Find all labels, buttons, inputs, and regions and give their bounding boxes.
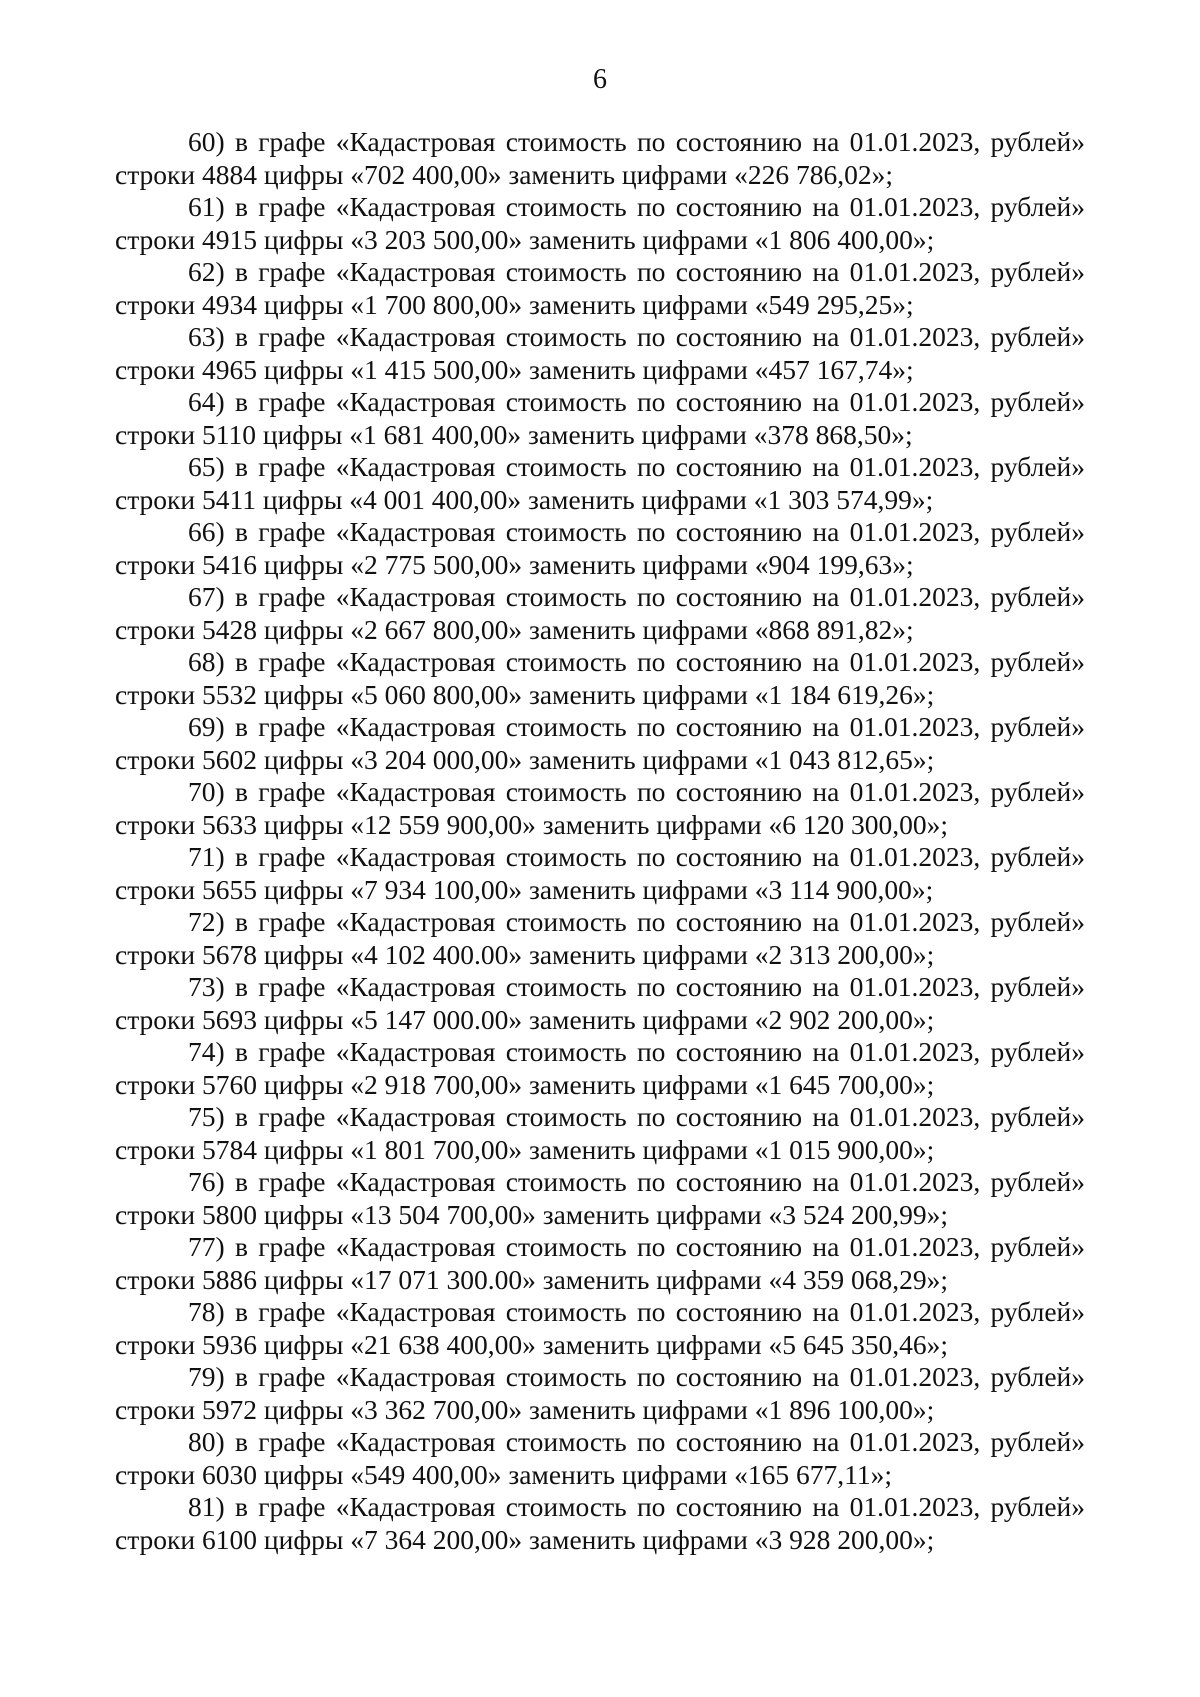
- amendment-line-column: 63) в графе «Кадастровая стоимость по состоянию на 01.01.2023, рублей»: [188, 321, 1085, 352]
- amendment-line-column: 70) в графе «Кадастровая стоимость по состоянию на 01.01.2023, рублей»: [188, 776, 1085, 807]
- amendment-line-replacement: строки 5760 цифры «2 918 700,00» заменить цифрами «1 645 700,00»;: [115, 1068, 935, 1100]
- amendment-line-replacement: строки 5411 цифры «4 001 400,00» заменить цифрами «1 303 574,99»;: [115, 483, 934, 515]
- amendment-line-replacement: строки 4965 цифры «1 415 500,00» заменить цифрами «457 167,74»;: [115, 353, 914, 385]
- amendment-line-column: 77) в графе «Кадастровая стоимость по состоянию на 01.01.2023, рублей»: [188, 1231, 1085, 1262]
- amendment-item: [115, 971, 1085, 1036]
- amendment-item: [115, 1166, 1085, 1231]
- amendment-item: [115, 1101, 1085, 1166]
- amendment-line-replacement: строки 5800 цифры «13 504 700,00» заменить цифрами «3 524 200,99»;: [115, 1198, 949, 1230]
- amendment-line-replacement: строки 5784 цифры «1 801 700,00» заменить цифрами «1 015 900,00»;: [115, 1133, 935, 1165]
- amendment-line-column: 66) в графе «Кадастровая стоимость по состоянию на 01.01.2023, рублей»: [188, 516, 1085, 547]
- amendment-item: [115, 1491, 1085, 1556]
- amendment-line-replacement: строки 6030 цифры «549 400,00» заменить цифрами «165 677,11»;: [115, 1458, 892, 1490]
- amendment-line-column: 81) в графе «Кадастровая стоимость по состоянию на 01.01.2023, рублей»: [188, 1491, 1085, 1522]
- amendment-line-replacement: строки 5110 цифры «1 681 400,00» заменить цифрами «378 868,50»;: [115, 418, 913, 450]
- amendment-line-column: 73) в графе «Кадастровая стоимость по состоянию на 01.01.2023, рублей»: [188, 971, 1085, 1002]
- amendment-line-replacement: строки 5633 цифры «12 559 900,00» заменить цифрами «6 120 300,00»;: [115, 808, 949, 840]
- amendment-item: [115, 581, 1085, 646]
- amendment-line-column: 74) в графе «Кадастровая стоимость по состоянию на 01.01.2023, рублей»: [188, 1036, 1085, 1067]
- amendment-line-column: 65) в графе «Кадастровая стоимость по состоянию на 01.01.2023, рублей»: [188, 451, 1085, 482]
- amendment-line-column: 71) в графе «Кадастровая стоимость по состоянию на 01.01.2023, рублей»: [188, 841, 1085, 872]
- amendment-line-column: 69) в графе «Кадастровая стоимость по состоянию на 01.01.2023, рублей»: [188, 711, 1085, 742]
- amendment-line-replacement: строки 5678 цифры «4 102 400.00» заменить цифрами «2 313 200,00»;: [115, 938, 935, 970]
- amendment-line-column: 62) в графе «Кадастровая стоимость по состоянию на 01.01.2023, рублей»: [188, 256, 1085, 287]
- amendment-line-column: 68) в графе «Кадастровая стоимость по состоянию на 01.01.2023, рублей»: [188, 646, 1085, 677]
- amendment-item: [115, 191, 1085, 256]
- amendment-item: [115, 386, 1085, 451]
- amendment-line-column: 75) в графе «Кадастровая стоимость по состоянию на 01.01.2023, рублей»: [188, 1101, 1085, 1132]
- amendment-line-column: 78) в графе «Кадастровая стоимость по состоянию на 01.01.2023, рублей»: [188, 1296, 1085, 1327]
- amendment-item: [115, 321, 1085, 386]
- amendment-line-replacement: строки 5416 цифры «2 775 500,00» заменить цифрами «904 199,63»;: [115, 548, 914, 580]
- amendment-item: [115, 1036, 1085, 1101]
- amendment-item: [115, 1231, 1085, 1296]
- amendment-item: [115, 711, 1085, 776]
- amendment-item: [115, 256, 1085, 321]
- amendment-item: [115, 776, 1085, 841]
- amendment-line-column: 80) в графе «Кадастровая стоимость по состоянию на 01.01.2023, рублей»: [188, 1426, 1085, 1457]
- amendment-line-replacement: строки 5532 цифры «5 060 800,00» заменить цифрами «1 184 619,26»;: [115, 678, 935, 710]
- amendment-list: [115, 126, 1085, 1556]
- amendment-line-replacement: строки 5886 цифры «17 071 300.00» заменить цифрами «4 359 068,29»;: [115, 1263, 949, 1295]
- amendment-line-column: 72) в графе «Кадастровая стоимость по состоянию на 01.01.2023, рублей»: [188, 906, 1085, 937]
- amendment-line-column: 79) в графе «Кадастровая стоимость по состоянию на 01.01.2023, рублей»: [188, 1361, 1085, 1392]
- amendment-line-replacement: строки 5655 цифры «7 934 100,00» заменить цифрами «3 114 900,00»;: [115, 873, 934, 905]
- amendment-item: [115, 516, 1085, 581]
- amendment-line-replacement: строки 5693 цифры «5 147 000.00» заменить цифрами «2 902 200,00»;: [115, 1003, 935, 1035]
- amendment-line-column: 67) в графе «Кадастровая стоимость по состоянию на 01.01.2023, рублей»: [188, 581, 1085, 612]
- amendment-line-column: 76) в графе «Кадастровая стоимость по состоянию на 01.01.2023, рублей»: [188, 1166, 1085, 1197]
- amendment-line-replacement: строки 5972 цифры «3 362 700,00» заменить цифрами «1 896 100,00»;: [115, 1393, 935, 1425]
- amendment-line-column: 64) в графе «Кадастровая стоимость по состоянию на 01.01.2023, рублей»: [188, 386, 1085, 417]
- amendment-item: [115, 1296, 1085, 1361]
- amendment-item: [115, 1361, 1085, 1426]
- amendment-line-replacement: строки 4884 цифры «702 400,00» заменить цифрами «226 786,02»;: [115, 158, 894, 190]
- amendment-item: [115, 1426, 1085, 1491]
- amendment-line-replacement: строки 4934 цифры «1 700 800,00» заменить цифрами «549 295,25»;: [115, 288, 914, 320]
- amendment-line-replacement: строки 5936 цифры «21 638 400,00» заменить цифрами «5 645 350,46»;: [115, 1328, 949, 1360]
- page-number: 6: [593, 64, 607, 95]
- amendment-line-replacement: строки 4915 цифры «3 203 500,00» заменить цифрами «1 806 400,00»;: [115, 223, 935, 255]
- amendment-item: [115, 841, 1085, 906]
- amendment-line-column: 61) в графе «Кадастровая стоимость по состоянию на 01.01.2023, рублей»: [188, 191, 1085, 222]
- amendment-line-replacement: строки 5602 цифры «3 204 000,00» заменить цифрами «1 043 812,65»;: [115, 743, 935, 775]
- amendment-item: [115, 451, 1085, 516]
- amendment-item: [115, 906, 1085, 971]
- amendment-line-replacement: строки 6100 цифры «7 364 200,00» заменить цифрами «3 928 200,00»;: [115, 1523, 935, 1555]
- amendment-item: [115, 646, 1085, 711]
- amendment-line-replacement: строки 5428 цифры «2 667 800,00» заменить цифрами «868 891,82»;: [115, 613, 914, 645]
- amendment-item: [115, 126, 1085, 191]
- amendment-line-column: 60) в графе «Кадастровая стоимость по состоянию на 01.01.2023, рублей»: [188, 126, 1085, 157]
